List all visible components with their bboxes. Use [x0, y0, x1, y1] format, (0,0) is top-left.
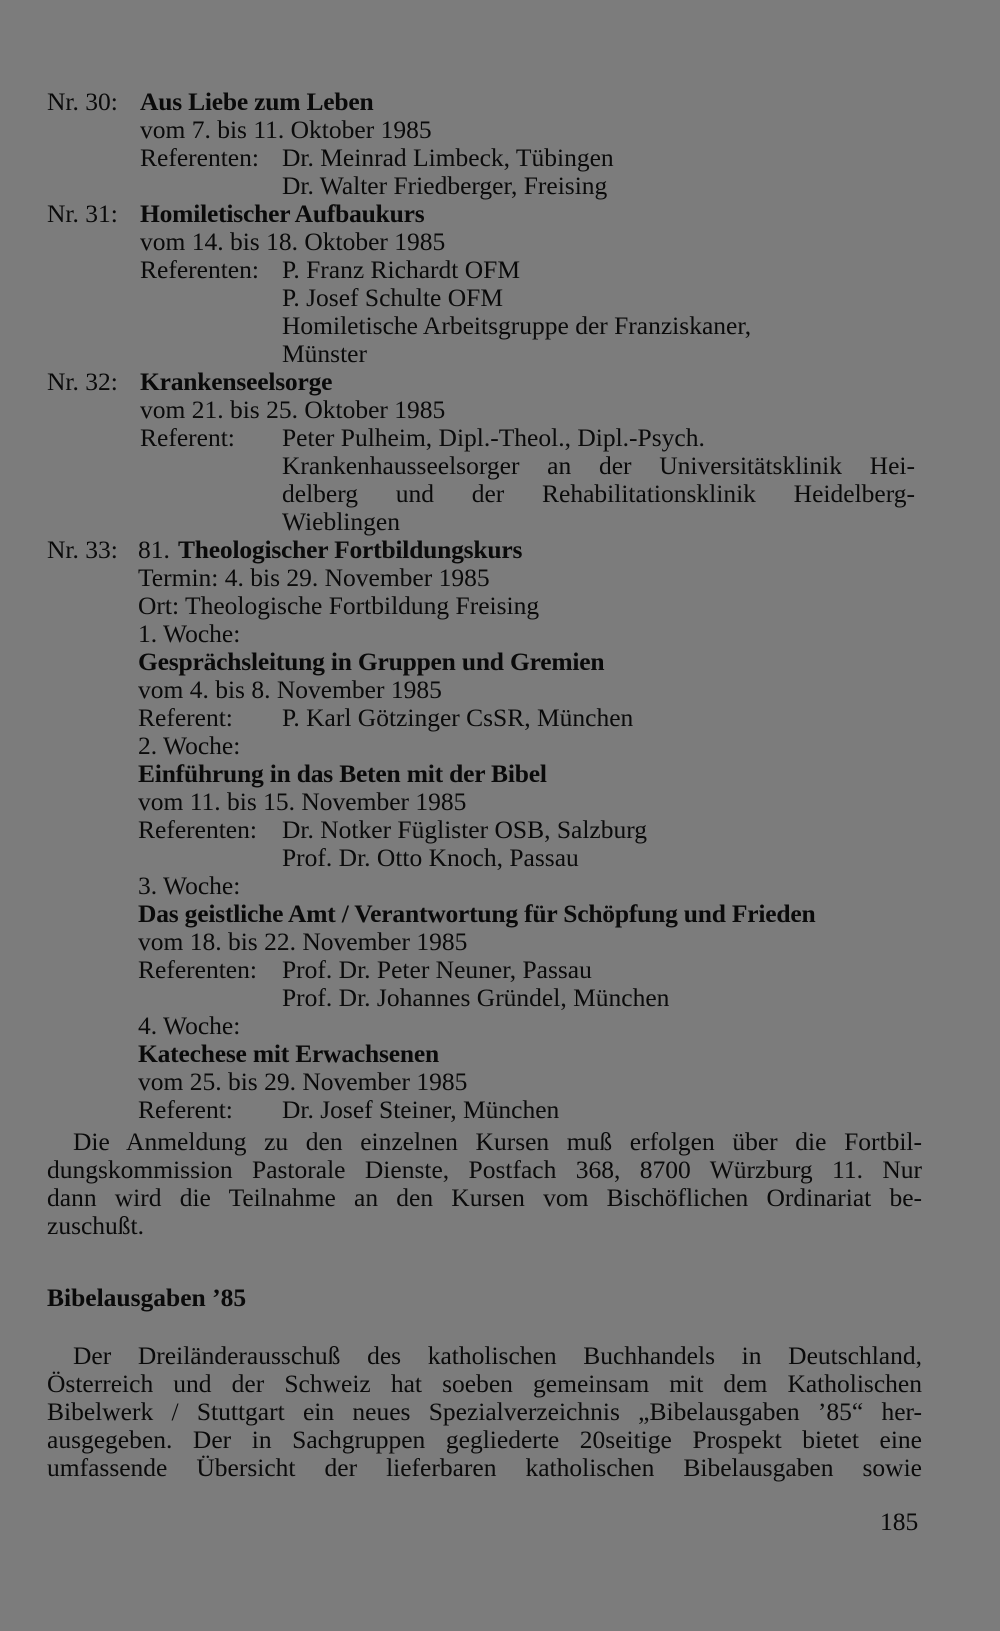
week-date: vom 4. bis 8. November 1985 — [138, 675, 442, 704]
body-paragraph: Österreich und der Schweiz hat soeben gemeinsam mit dem Katholischen — [47, 1369, 922, 1398]
referent-name: Dr. Notker Füglister OSB, Salzburg — [282, 815, 648, 844]
registration-text: dann wird die Teilnahme an den Kursen vom Bischöflichen Ordinariat be- — [47, 1183, 922, 1212]
referent-label: Referenten: — [138, 815, 257, 844]
week-title: Gesprächsleitung in Gruppen und Gremien — [138, 647, 605, 676]
referent-affiliation: Homiletische Arbeitsgruppe der Franziskaner, — [282, 311, 752, 340]
referent-affiliation: Münster — [282, 339, 367, 368]
course-date: vom 7. bis 11. Oktober 1985 — [140, 115, 432, 144]
body-paragraph: umfassende Übersicht der lieferbaren katholischen Bibelausgaben sowie — [47, 1453, 922, 1482]
referent-name: Prof. Dr. Peter Neuner, Passau — [282, 955, 592, 984]
referent-name: Prof. Dr. Otto Knoch, Passau — [282, 843, 579, 872]
referent-name: Dr. Walter Friedberger, Freising — [282, 171, 608, 200]
referent-name: Dr. Josef Steiner, München — [282, 1095, 560, 1124]
referent-name: Dr. Meinrad Limbeck, Tübingen — [282, 143, 614, 172]
referent-name: Prof. Dr. Johannes Gründel, München — [282, 983, 670, 1012]
course-title: Homiletischer Aufbaukurs — [140, 199, 425, 228]
referent-affiliation: Wieblingen — [282, 507, 400, 536]
course-location: Ort: Theologische Fortbildung Freising — [138, 591, 540, 620]
referent-label: Referenten: — [140, 143, 259, 172]
week-label: 4. Woche: — [138, 1011, 241, 1040]
body-paragraph: Bibelwerk / Stuttgart ein neues Spezialverzeichnis „Bibelausgaben ’85“ her- — [47, 1397, 922, 1426]
referent-label: Referenten: — [140, 255, 259, 284]
course-number: Nr. 30: — [47, 87, 118, 116]
referent-name: P. Karl Götzinger CsSR, München — [282, 703, 634, 732]
course-ordinal: 81. — [138, 535, 170, 564]
course-termin: Termin: 4. bis 29. November 1985 — [138, 563, 490, 592]
week-label: 2. Woche: — [138, 731, 241, 760]
course-title: Aus Liebe zum Leben — [140, 87, 374, 116]
course-number: Nr. 33: — [47, 535, 118, 564]
course-date: vom 21. bis 25. Oktober 1985 — [140, 395, 446, 424]
week-title: Einführung in das Beten mit der Bibel — [138, 759, 547, 788]
course-title: Krankenseelsorge — [140, 367, 333, 396]
referent-label: Referenten: — [138, 955, 257, 984]
week-date: vom 25. bis 29. November 1985 — [138, 1067, 468, 1096]
registration-text: dungskommission Pastorale Dienste, Postfach 368, 8700 Würzburg 11. Nur — [47, 1155, 922, 1184]
section-heading: Bibelausgaben ’85 — [47, 1283, 247, 1312]
referent-name: P. Josef Schulte OFM — [282, 283, 504, 312]
body-paragraph: ausgegeben. Der in Sachgruppen gegliederte 20seitige Prospekt bietet eine — [47, 1425, 922, 1454]
week-date: vom 11. bis 15. November 1985 — [138, 787, 467, 816]
referent-name: P. Franz Richardt OFM — [282, 255, 520, 284]
registration-text: zuschußt. — [47, 1211, 145, 1240]
page-number: 185 — [880, 1507, 919, 1536]
referent-affiliation: delberg und der Rehabilitationsklinik Heidelberg- — [282, 479, 915, 508]
week-label: 1. Woche: — [138, 619, 241, 648]
referent-affiliation: Krankenhausseelsorger an der Universitätsklinik Hei- — [282, 451, 915, 480]
referent-name: Peter Pulheim, Dipl.-Theol., Dipl.-Psych. — [282, 423, 705, 452]
course-date: vom 14. bis 18. Oktober 1985 — [140, 227, 446, 256]
week-date: vom 18. bis 22. November 1985 — [138, 927, 468, 956]
course-title: Theologischer Fortbildungskurs — [178, 535, 523, 564]
referent-label: Referent: — [138, 1095, 233, 1124]
referent-label: Referent: — [138, 703, 233, 732]
registration-text: Die Anmeldung zu den einzelnen Kursen muß erfolgen über die Fortbil- — [73, 1127, 922, 1156]
course-number: Nr. 31: — [47, 199, 118, 228]
week-title: Das geistliche Amt / Verantwortung für Schöpfung und Frieden — [138, 899, 816, 928]
referent-label: Referent: — [140, 423, 235, 452]
course-number: Nr. 32: — [47, 367, 118, 396]
week-label: 3. Woche: — [138, 871, 241, 900]
week-title: Katechese mit Erwachsenen — [138, 1039, 439, 1068]
body-paragraph: Der Dreiländerausschuß des katholischen Buchhandels in Deutschland, — [73, 1341, 922, 1370]
